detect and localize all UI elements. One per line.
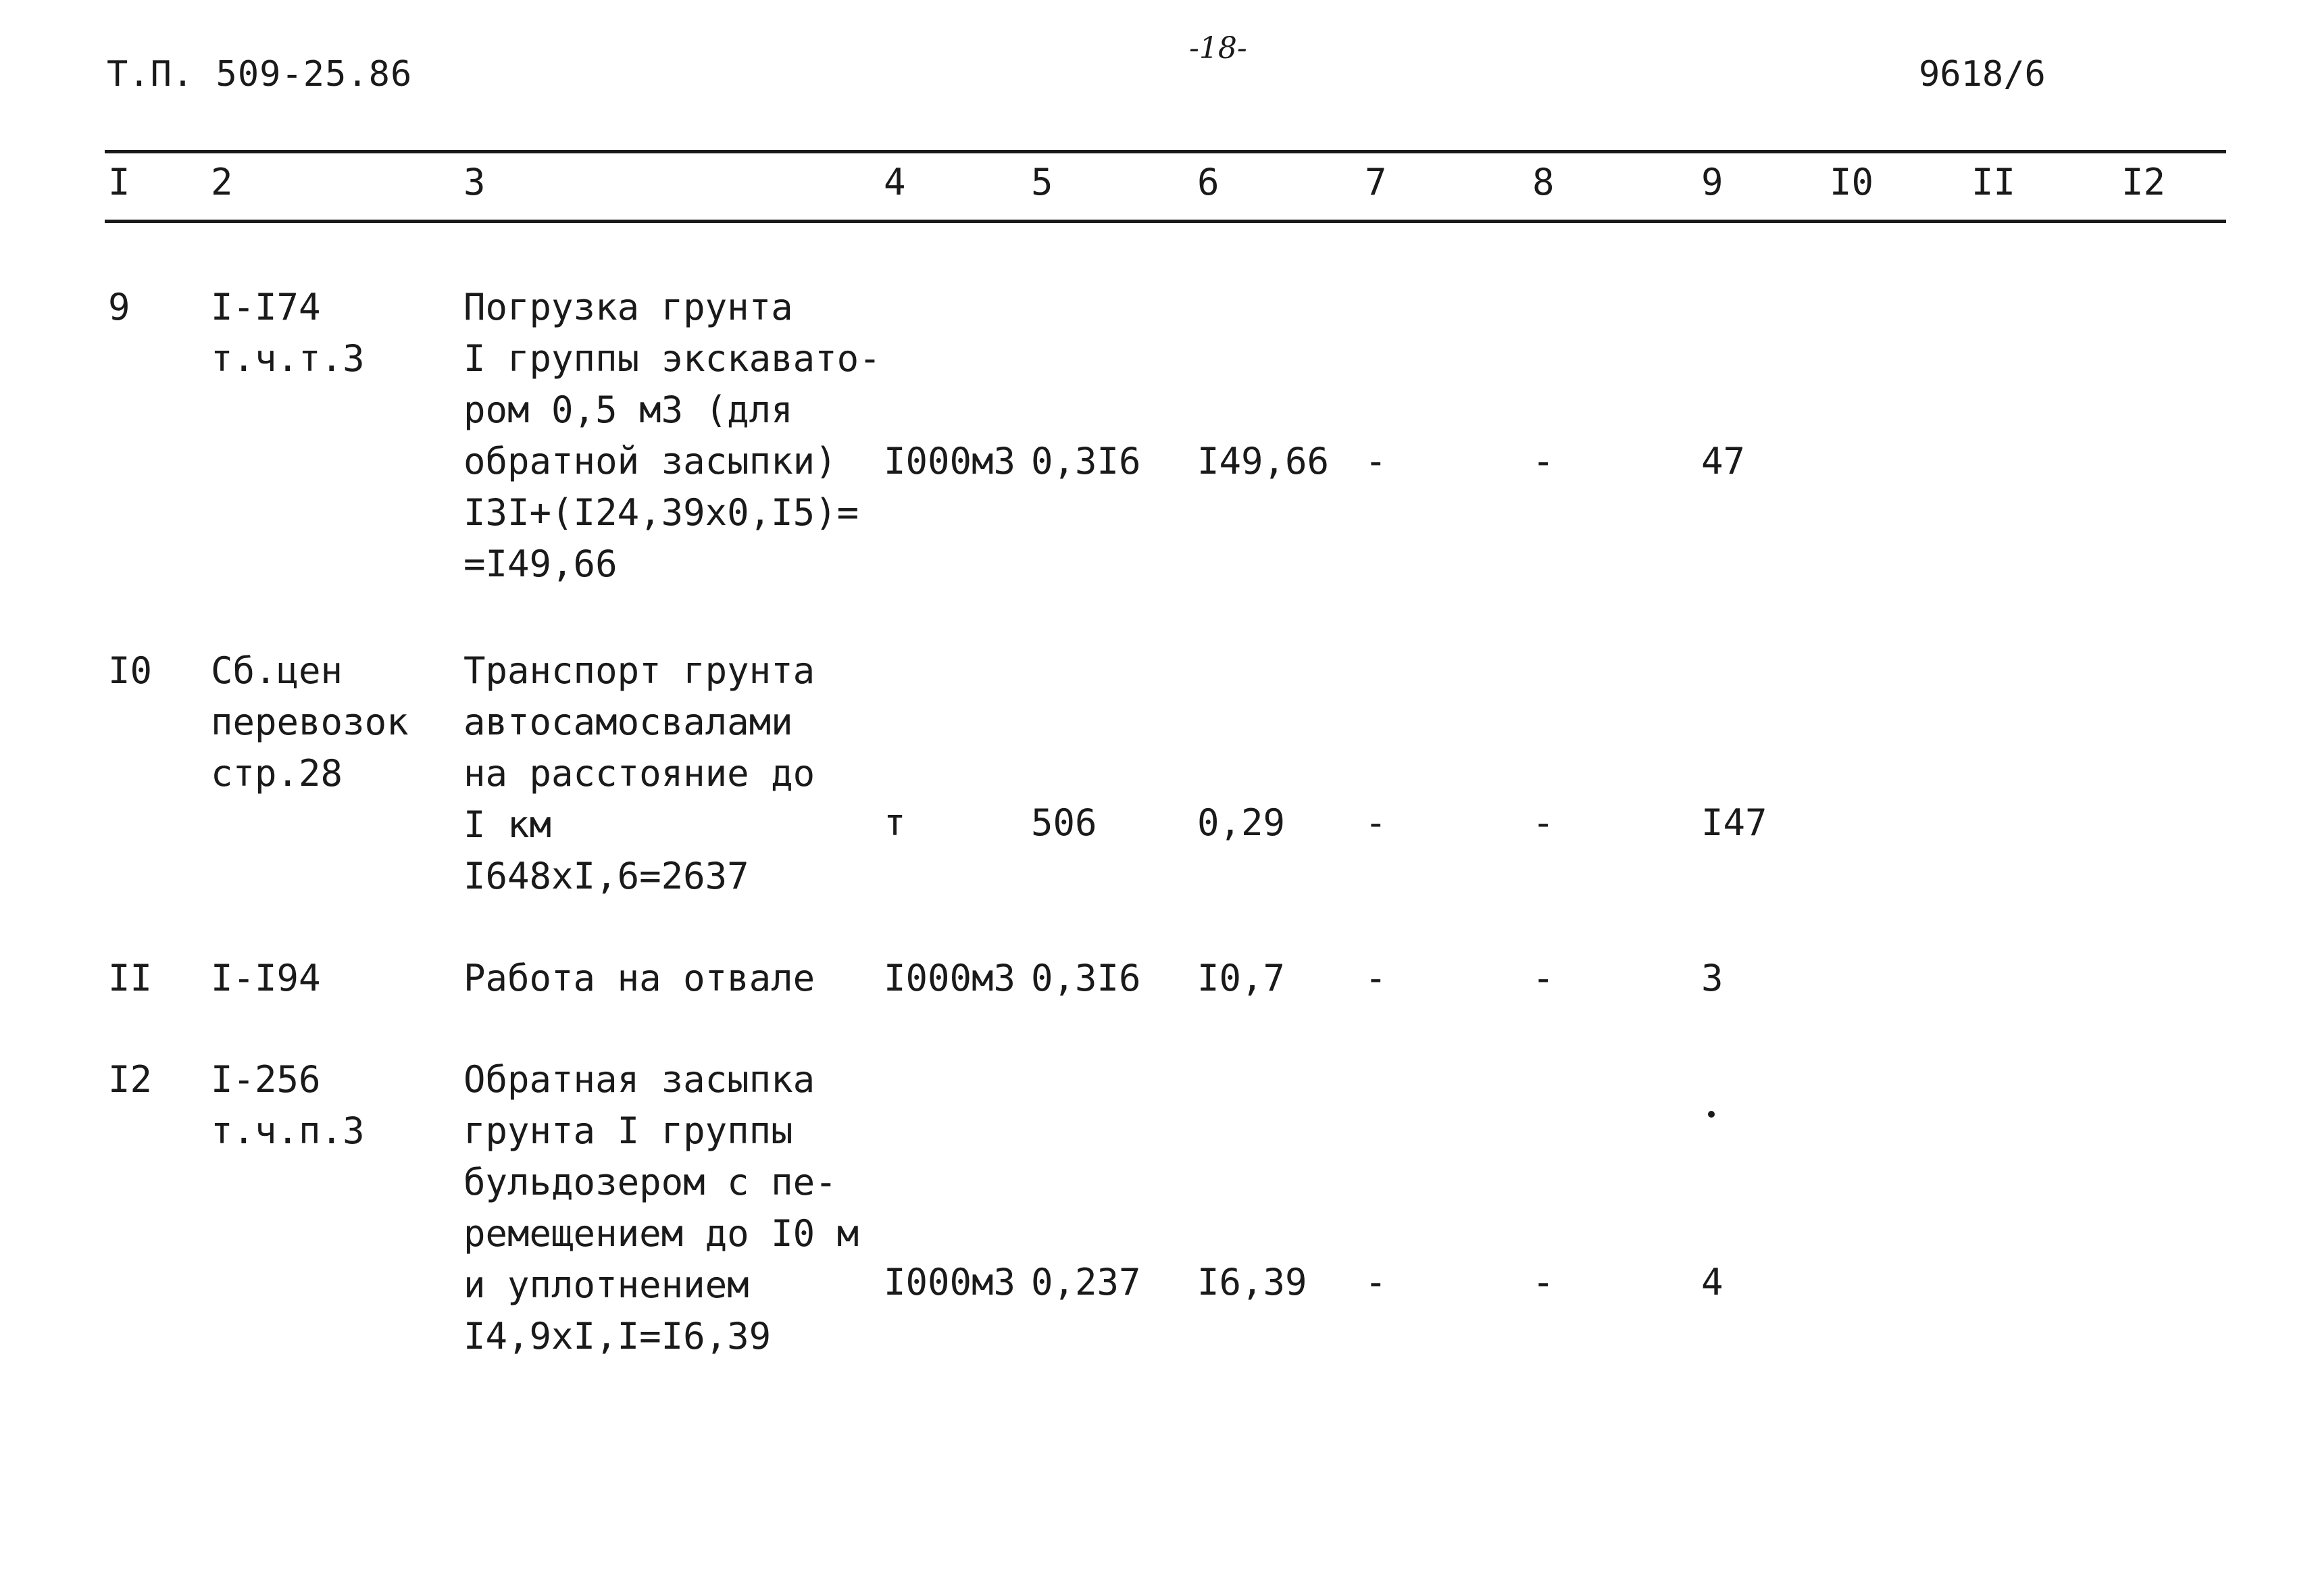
column-number-2: 2 xyxy=(211,161,233,203)
column-number-10: I0 xyxy=(1830,161,1874,203)
norm-code: Сб.цен перевозок стр.28 xyxy=(211,649,409,795)
column-number-11: II xyxy=(1971,161,2016,203)
column-number-12: I2 xyxy=(2121,161,2166,203)
document-number: 9618/6 xyxy=(1919,54,2046,95)
quantity: 0,237 xyxy=(1031,1261,1141,1303)
unit-price: I49,66 xyxy=(1197,440,1330,482)
header-rule-bottom xyxy=(105,220,2226,223)
unit: I000м3 xyxy=(884,440,1016,482)
unit-price: 0,29 xyxy=(1197,801,1286,844)
column-7-value: - xyxy=(1365,440,1387,482)
column-number-3: 3 xyxy=(463,161,486,203)
row-number: I2 xyxy=(108,1058,153,1101)
work-description: Транспорт грунта автосамосвалами на расстояние до I км I648xI,6=2637 xyxy=(463,649,815,897)
row-number: 9 xyxy=(108,286,130,328)
column-number-4: 4 xyxy=(884,161,906,203)
row-number: I0 xyxy=(108,649,153,692)
unit: I000м3 xyxy=(884,957,1016,999)
header-rule-top xyxy=(105,150,2226,153)
column-number-9: 9 xyxy=(1701,161,1724,203)
quantity: 0,3I6 xyxy=(1031,957,1141,999)
unit: т xyxy=(884,801,906,844)
unit-price: I6,39 xyxy=(1197,1261,1307,1303)
work-description: Работа на отвале xyxy=(463,957,815,999)
document-code: Т.П. 509-25.86 xyxy=(107,54,413,95)
norm-code: I-I94 xyxy=(211,957,321,999)
unit-price: I0,7 xyxy=(1197,957,1286,999)
column-9-value: 47 xyxy=(1701,440,1746,482)
column-7-value: - xyxy=(1365,801,1387,844)
column-8-value: - xyxy=(1532,440,1555,482)
column-9-value: I47 xyxy=(1701,801,1767,844)
row-number: II xyxy=(108,957,153,999)
column-number-6: 6 xyxy=(1197,161,1219,203)
column-8-value: - xyxy=(1532,1261,1555,1303)
column-number-5: 5 xyxy=(1031,161,1053,203)
norm-code: I-256 т.ч.п.3 xyxy=(211,1058,365,1152)
column-8-value: - xyxy=(1532,801,1555,844)
ink-dot xyxy=(1708,1111,1715,1118)
quantity: 506 xyxy=(1031,801,1097,844)
quantity: 0,3I6 xyxy=(1031,440,1141,482)
column-8-value: - xyxy=(1532,957,1555,999)
column-9-value: 4 xyxy=(1701,1261,1724,1303)
column-number-1: I xyxy=(108,161,130,203)
column-number-7: 7 xyxy=(1365,161,1387,203)
column-7-value: - xyxy=(1365,1261,1387,1303)
unit: I000м3 xyxy=(884,1261,1016,1303)
column-9-value: 3 xyxy=(1701,957,1724,999)
work-description: Погрузка грунта I группы экскавато- ром 0,5 м3 (для обратной засыпки) I3I+(I24,39x0,I5)= =I49,66 xyxy=(463,286,881,585)
norm-code: I-I74 т.ч.т.3 xyxy=(211,286,365,380)
work-description: Обратная засыпка грунта I группы бульдозером с пе- ремещением до I0 м и уплотнением I4,9xI,I=I6,39 xyxy=(463,1058,859,1357)
column-number-8: 8 xyxy=(1532,161,1555,203)
page-number: -18- xyxy=(1189,31,1247,66)
column-7-value: - xyxy=(1365,957,1387,999)
